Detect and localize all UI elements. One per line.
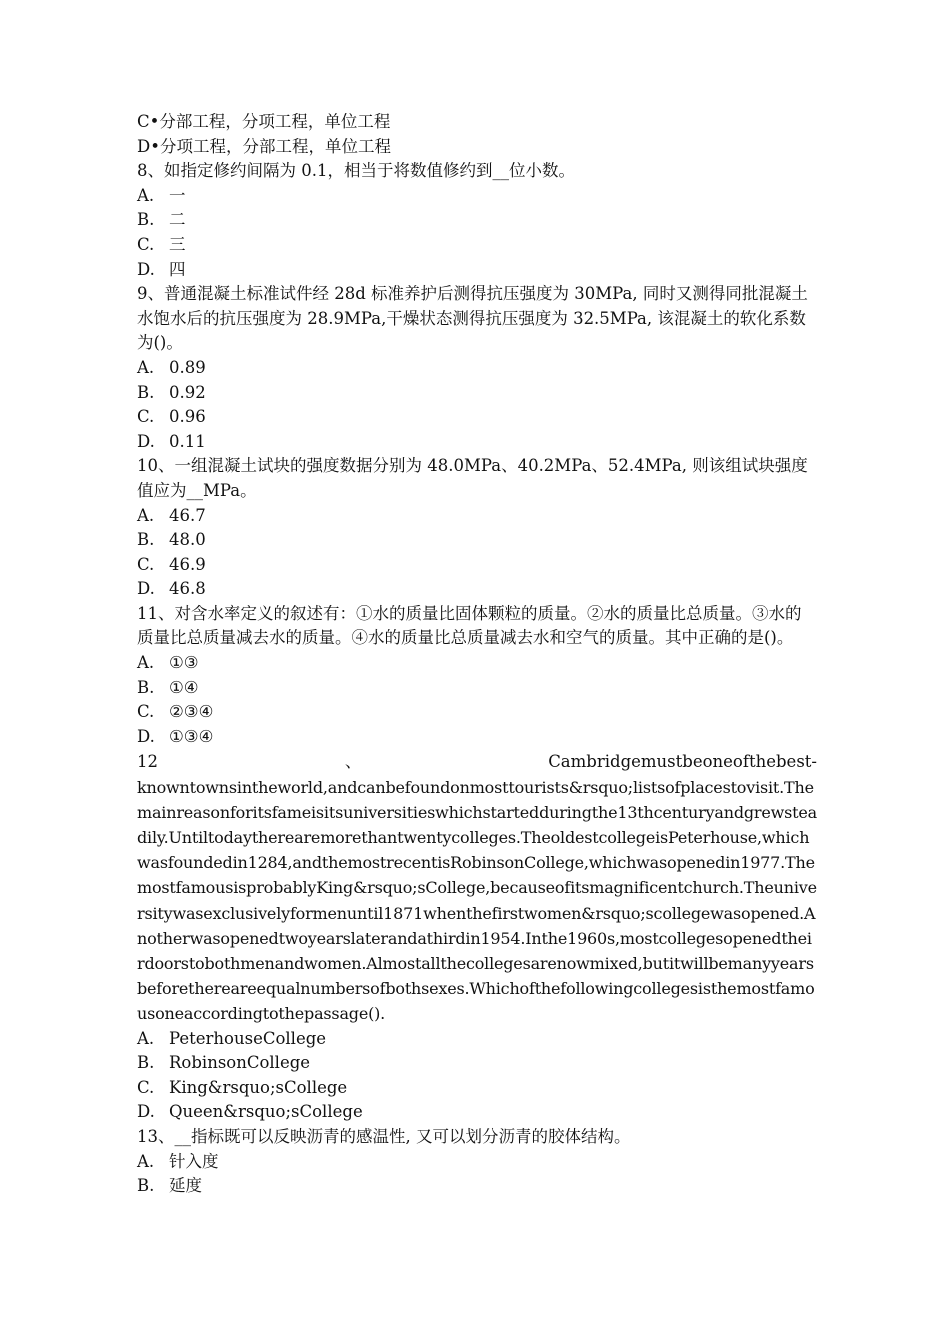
- option-text: 46.8: [169, 579, 206, 599]
- question-12-passage: knowntownsintheworld,andcanbefoundonmosttourists&rsquo;listsofplacestovisit.Themainreasonforitsfameisitsuniversitieswhichstartedduringthe13thcenturyandgrewsteadily.Untiltodaythereare​morethantwentycolleges.TheoldestcollegeisPeterhouse,whichwasfoundedin1284,andthemostrecentisRobinsonCollege,whichwasopenedin1977.ThemostfamousisprobablyKing&rsquo;sCollege,becauseofitsmagnificentchurch.Theuniversitywasexclusivelyformenuntil1871whenthefirstwomen&rsquo;scollegewasopened.Anotherwasopenedtwoyearslaterandathirdin1954.Inthe1960s,mostcollegesopenedtheirdoorstobothmenandwomen.Almostallthecollegesarenowmixed,butitwillbemanyyearsbeforethereareequalnumbersofbothsexes.Whichofthefollowingcollegesisthemostfamousoneaccordingtothepassage().: [137, 777, 817, 1024]
- question-13-stem: 13、__指标既可以反映沥青的感温性, 又可以划分沥青的胶体结构。: [137, 1127, 631, 1147]
- option-letter: D.: [137, 259, 155, 279]
- question-10-stem: 10、一组混凝土试块的强度数据分别为 48.0MPa、40.2MPa、52.4MPa, 则该组试块强度值应为__MPa。: [137, 456, 808, 500]
- option-text: 0.92: [169, 382, 206, 402]
- option-letter: D.: [137, 726, 155, 746]
- option-text: ①③④: [169, 726, 214, 746]
- answer-option: [137, 1150, 817, 1175]
- option-letter: A.: [137, 653, 155, 673]
- option-letter: B.: [137, 382, 155, 402]
- option-text: 48.0: [169, 530, 206, 550]
- answer-option: [137, 504, 817, 529]
- option-text: RobinsonCollege: [169, 1053, 311, 1073]
- answer-option: [137, 258, 817, 283]
- question-separator: 、: [344, 752, 362, 772]
- answer-option: [137, 1027, 817, 1052]
- option-letter: C.: [137, 1077, 155, 1097]
- option-letter: D.: [137, 579, 155, 599]
- answer-option: [137, 528, 817, 553]
- option-letter: A.: [137, 505, 155, 525]
- answer-option: [137, 405, 817, 430]
- option-letter: C.: [137, 234, 155, 254]
- option-text: ①③: [169, 653, 199, 673]
- question-8-stem: 8、如指定修约间隔为 0.1，相当于将数值修约到__位小数。: [137, 161, 575, 181]
- option-letter: B.: [137, 677, 155, 697]
- option-letter: B.: [137, 530, 155, 550]
- option-text: 0.96: [169, 407, 206, 427]
- option-text: Queen&rsquo;sCollege: [169, 1102, 363, 1122]
- option-letter: B.: [137, 1053, 155, 1073]
- option-letter: D.: [137, 431, 155, 451]
- option-text: King&rsquo;sCollege: [169, 1077, 348, 1097]
- option-text: 一: [169, 185, 186, 205]
- answer-option: [137, 1174, 817, 1199]
- option-text: 三: [169, 234, 186, 254]
- answer-option: [137, 553, 817, 578]
- document-page: [137, 110, 817, 1199]
- option-text: ②③④: [169, 702, 214, 722]
- option-text: 针入度: [169, 1151, 219, 1171]
- answer-option: [137, 1051, 817, 1076]
- option-text: PeterhouseCollege: [169, 1028, 327, 1048]
- option-text: 四: [169, 259, 186, 279]
- option-text: 0.89: [169, 357, 206, 377]
- answer-option: [137, 577, 817, 602]
- option-letter: B.: [137, 210, 155, 230]
- answer-option: [137, 1100, 817, 1125]
- answer-option: [137, 430, 817, 455]
- option-letter: A.: [137, 1028, 155, 1048]
- question-9-stem: 9、普通混凝土标准试件经 28d 标准养护后测得抗压强度为 30MPa, 同时又测得同批混凝土水饱水后的抗压强度为 28.9MPa,干燥状态测得抗压强度为 32.5MPa, 该混凝土的软化系数为()。: [137, 284, 808, 353]
- answer-option: [137, 233, 817, 258]
- option-letter: C.: [137, 554, 155, 574]
- option-letter: A.: [137, 185, 155, 205]
- answer-option: [137, 184, 817, 209]
- option-letter: D.: [137, 1102, 155, 1122]
- option-letter: A.: [137, 357, 155, 377]
- passage-first-word: Cambridgemustbeoneofthebest-: [548, 752, 817, 772]
- answer-option: [137, 208, 817, 233]
- answer-option: [137, 381, 817, 406]
- option-letter: A.: [137, 1151, 155, 1171]
- option-line: C•分部工程，分项工程，单位工程: [137, 112, 391, 131]
- question-12-header: [137, 749, 817, 774]
- answer-option: [137, 676, 817, 701]
- option-text: 延度: [169, 1176, 202, 1196]
- answer-option: [137, 725, 817, 750]
- question-number: 12: [137, 752, 158, 772]
- option-text: 0.11: [169, 431, 206, 451]
- option-letter: B.: [137, 1176, 155, 1196]
- option-letter: C.: [137, 407, 155, 427]
- option-text: 二: [169, 210, 186, 230]
- answer-option: [137, 356, 817, 381]
- option-text: ①④: [169, 677, 199, 697]
- answer-option: [137, 700, 817, 725]
- answer-option: [137, 1076, 817, 1101]
- question-11-stem: 11、对含水率定义的叙述有：①水的质量比固体颗粒的质量。②水的质量比总质量。③水的质量比总质量减去水的质量。④水的质量比总质量减去水和空气的质量。其中正确的是()。: [137, 603, 802, 648]
- option-letter: C.: [137, 702, 155, 722]
- option-text: 46.7: [169, 505, 206, 525]
- answer-option: [137, 651, 817, 676]
- option-line: D•分项工程，分部工程，单位工程: [137, 136, 391, 156]
- option-text: 46.9: [169, 554, 206, 574]
